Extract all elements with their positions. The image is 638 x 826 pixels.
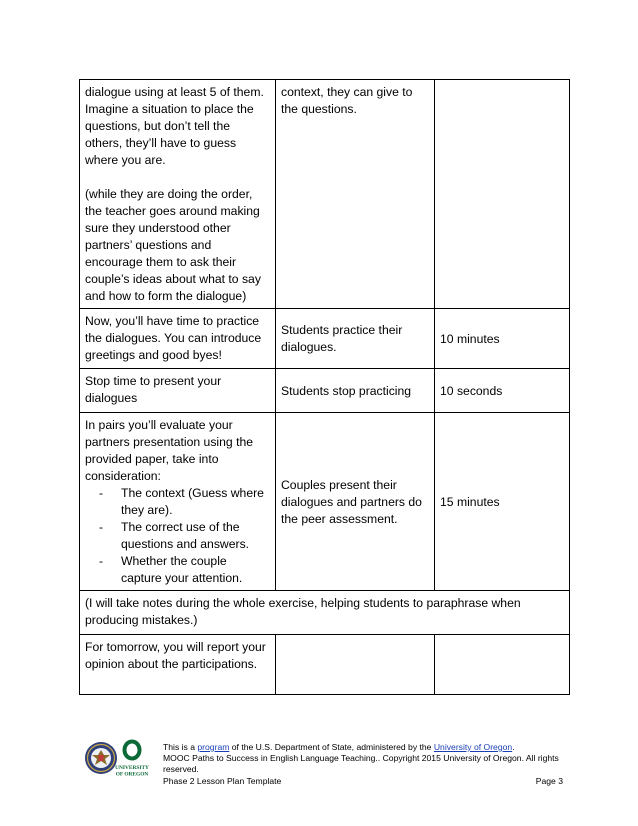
table-cell — [435, 635, 570, 695]
template-name: Phase 2 Lesson Plan Template — [163, 775, 282, 786]
footer-text-segment: . — [512, 742, 515, 752]
list-item-text: The context (Guess where they are). — [121, 486, 264, 517]
cell-paragraph: (while they are doing the order, the teacher goes around making sure they understood other partners’ questions and encourage them to ask their couple’s ideas about what to say and how to form the dialogue) — [85, 187, 261, 303]
table-row — [80, 80, 570, 309]
table-cell: Stop time to present your dialogues — [80, 369, 276, 413]
table-cell: Students practice their dialogues. — [276, 309, 435, 369]
cell-paragraph: In pairs you’ll evaluate your partners presentation using the provided paper, take into consideration: — [85, 418, 254, 483]
table-cell — [435, 80, 570, 309]
table-row — [80, 591, 570, 635]
table-cell-merged: (I will take notes during the whole exercise, helping students to paraphrase when producing mistakes.) — [80, 591, 570, 635]
list-item: - Whether the couple capture your attention. — [99, 554, 243, 585]
state-department-seal-icon — [84, 741, 118, 775]
table-cell: 10 minutes — [435, 309, 570, 369]
list-item: - The correct use of the questions and answers. — [99, 520, 250, 551]
university-of-oregon-link[interactable]: University of Oregon — [433, 742, 513, 752]
table-row — [80, 309, 570, 369]
list-item-text: The correct use of the questions and answers. — [121, 520, 250, 551]
table-row — [80, 635, 570, 695]
footer-text-segment: of the U.S. Department of State, administered by the — [229, 742, 434, 752]
list-item-text: Whether the couple capture your attention. — [121, 554, 243, 585]
table-cell — [80, 413, 276, 591]
footer-text-segment: This is a — [163, 742, 198, 752]
table-cell: 15 minutes — [435, 413, 570, 591]
table-cell: Couples present their dialogues and partners do the peer assessment. — [276, 413, 435, 591]
table-cell: Now, you’ll have time to practice the dialogues. You can introduce greetings and good byes! — [80, 309, 276, 369]
table-cell: For tomorrow, you will report your opinion about the participations. — [80, 635, 276, 695]
page-number: Page 3 — [535, 775, 563, 786]
table-cell — [80, 80, 276, 309]
table-cell — [276, 635, 435, 695]
lesson-plan-table — [79, 79, 570, 695]
table-cell: Students stop practicing — [276, 369, 435, 413]
logo-text-line1: UNIVERSITY — [115, 765, 149, 771]
table-row — [80, 413, 570, 591]
table-cell: 10 seconds — [435, 369, 570, 413]
table-row — [80, 369, 570, 413]
footer-line-2: MOOC Paths to Success in English Language Teaching.. Copyright 2015 University of Oregon. All rights reserved. — [163, 753, 559, 775]
footer-text — [163, 742, 563, 787]
program-link[interactable]: program — [197, 742, 230, 752]
university-of-oregon-logo-icon — [115, 740, 149, 780]
footer-line-1 — [163, 742, 563, 753]
footer-line-3 — [163, 776, 563, 787]
page-footer — [0, 734, 638, 794]
list-item: - The context (Guess where they are). — [99, 486, 264, 517]
criteria-list — [85, 485, 270, 587]
cell-paragraph: dialogue using at least 5 of them. Imagine a situation to place the questions, but don’t tell the others, they’ll have to guess where you are. — [85, 85, 264, 167]
table-cell: context, they can give to the questions. — [276, 80, 435, 309]
logo-text-line2: OF OREGON — [115, 771, 149, 778]
